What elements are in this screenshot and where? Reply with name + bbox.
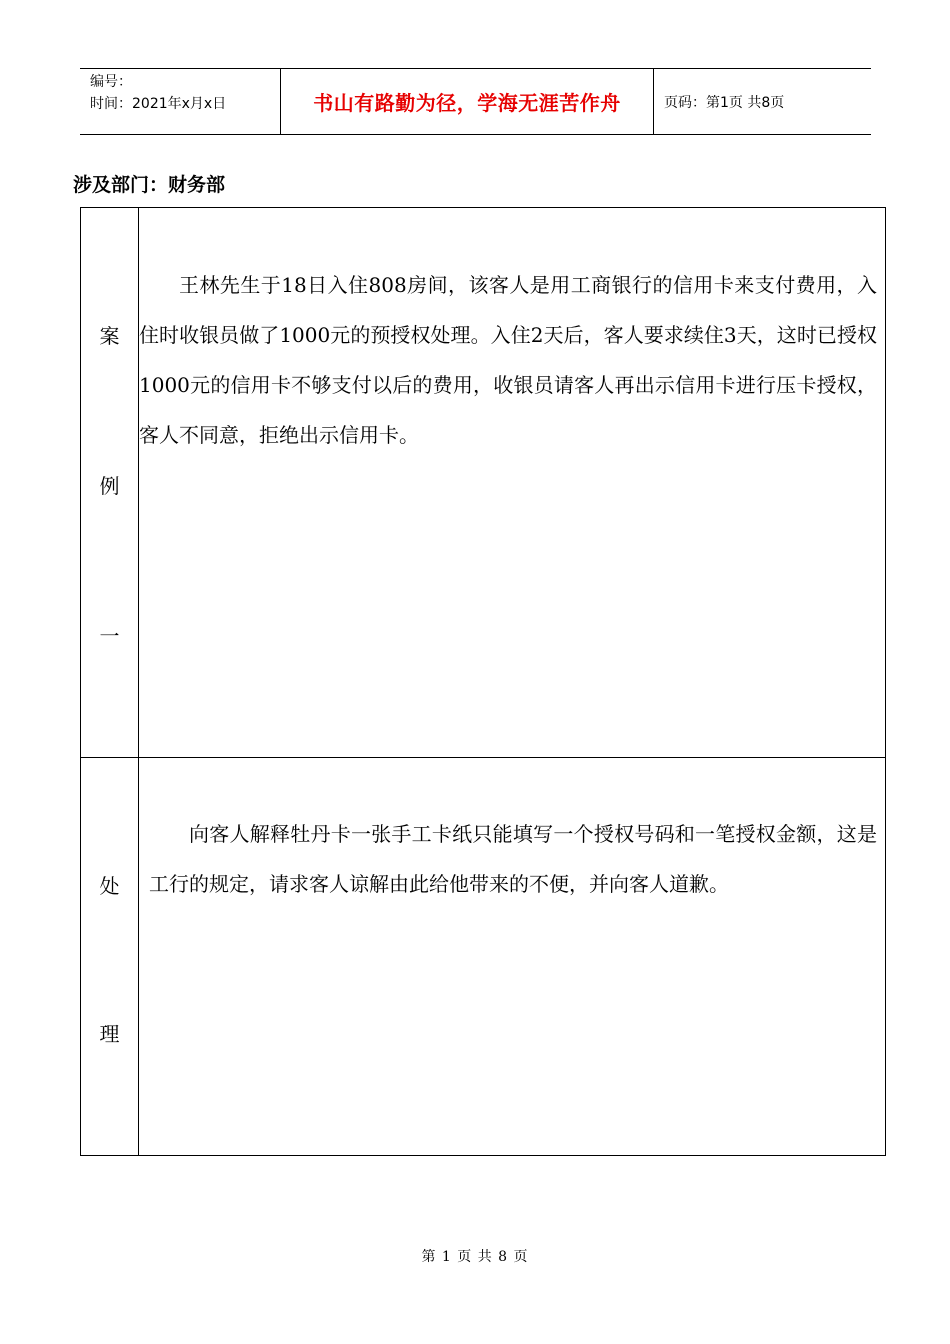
case-label-char: 案 (99, 324, 120, 348)
handling-text: 向客人解释牡丹卡一张手工卡纸只能填写一个授权号码和一笔授权金额，这是工行的规定，请求客人谅解由此给他带来的不便，并向客人道歉。 (149, 822, 877, 896)
header-motto-cell (281, 69, 654, 134)
case-table (80, 207, 886, 1156)
case-label-char: 一 (99, 624, 120, 648)
department-heading: 涉及部门：财务部 (73, 174, 226, 196)
page-label: 页码：第1页 共8页 (664, 94, 785, 111)
case-label-char: 例 (99, 474, 120, 498)
header-table (80, 68, 871, 135)
motto: 书山有路勤为径，学海无涯苦作舟 (313, 91, 621, 115)
row-divider (81, 757, 885, 758)
handling-label-char: 理 (99, 1022, 120, 1046)
number-label: 编号： (90, 74, 132, 90)
header-page-cell (654, 69, 871, 134)
page-footer: 第 1 页 共 8 页 (421, 1249, 529, 1265)
header-meta-cell (80, 69, 281, 134)
handling-content (149, 809, 877, 909)
case-content (139, 260, 877, 460)
handling-label-char: 处 (99, 874, 120, 898)
time-label: 时间：2021年x月x日 (90, 96, 227, 112)
case-text: 王林先生于18日入住808房间，该客人是用工商银行的信用卡来支付费用，入住时收银员做了1000元的预授权处理。入住2天后，客人要求续住3天，这时已授权1000元的信用卡不够支付以后的费用，收银员请客人再出示信用卡进行压卡授权，客人不同意，拒绝出示信用卡。 (139, 273, 877, 447)
